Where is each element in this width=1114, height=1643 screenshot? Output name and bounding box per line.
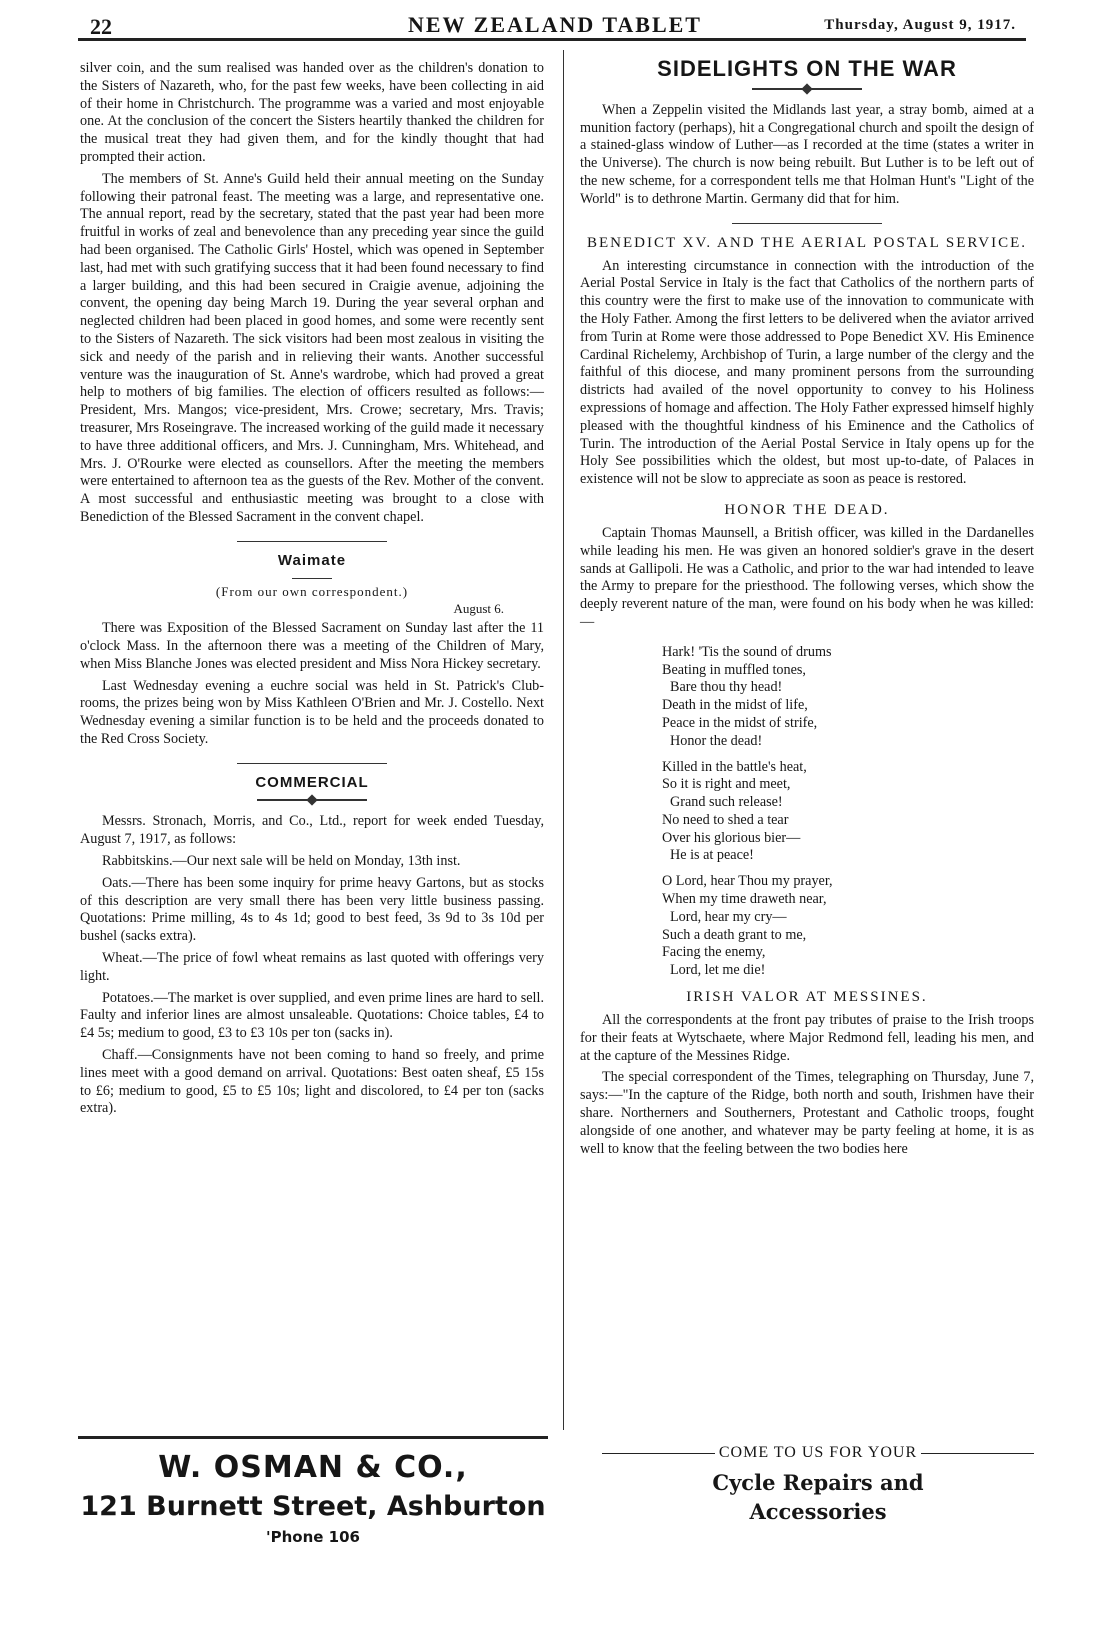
section-divider: [237, 763, 387, 764]
sidelights-heading: SIDELIGHTS ON THE WAR: [657, 56, 957, 81]
poem-line: Hark! 'Tis the sound of drums: [662, 643, 832, 660]
honor-paragraph: Captain Thomas Maunsell, a British officer, was killed in the Dardanelles while leading his men. He was given an honored soldier's grave in the desert sands at Gallipoli. He was a Catholic, and prior to the war had intended to leave the Army to prepare for the priesthood. The following verses, which show the deeply reverent nature of the man, were found on his body when he was killed:—: [580, 524, 1034, 630]
commercial-heading: COMMERCIAL: [255, 773, 369, 791]
commercial-paragraph: Rabbitskins.—Our next sale will be held on Monday, 13th inst.: [102, 853, 461, 870]
poem-line: When my time draweth near,: [662, 891, 827, 908]
page-header: [78, 12, 1026, 41]
honor-heading: HONOR THE DEAD.: [724, 501, 890, 518]
advert-phone: 'Phone 106: [266, 1528, 360, 1546]
dash-rule: [921, 1453, 1034, 1454]
poem-line: Bare thou thy head!: [670, 679, 783, 696]
waimate-paragraph: There was Exposition of the Blessed Sacrament on Sunday last after the 11 o'clock Mass. In the afternoon there was a meeting of the Children of Mary, when Miss Blanche Jones was elected president and Miss Nora Hickey secretary.: [80, 620, 544, 672]
poem-stanza: [662, 873, 1034, 980]
poem-line: No need to shed a tear: [662, 811, 789, 828]
waimate-dateline: August 6.: [453, 601, 504, 617]
poem-line: O Lord, hear Thou my prayer,: [662, 873, 833, 890]
poem-line: Such a death grant to me,: [662, 926, 807, 943]
intro-paragraph: silver coin, and the sum realised was handed over as the children's donation to the Sisters of Nazareth, who, for the past few weeks, have been collecting in aid of their home in Christchurch. The programme was a varied and most enjoyable one. At the conclusion of the concert the Sisters heartily thanked the children for the musical treat they had given them, and for the kindly thought that had prompted their action.: [80, 60, 544, 165]
left-column: [80, 60, 544, 1122]
advert-address: 121 Burnett Street, Ashburton: [80, 1491, 546, 1522]
poem-line: Honor the dead!: [670, 732, 763, 749]
benedict-paragraph: An interesting circumstance in connection with the introduction of the Aerial Postal Service in Italy is the fact that Catholics of the northern parts of this country were the first to make use of the innovation to communicate with the Holy Father. Among the first letters to be delivered when the aviator arrived from Turin at Rome were those addressed to Pope Benedict XV. His Eminence Cardinal Richelemy, Archbishop of Turin, a large number of the clergy and the faithful of this diocese, and many prominent persons from the surrounding districts had availed of the novel opportunity to convey to his Holiness expressions of homage and affection. The Holy Father expressed himself highly pleased with the thoughtful kindness of his Eminence and the Catholics of Turin. The introduction of the Aerial Postal Service in Italy opens up for the Holy See possibilities which the oldest, but most up-to-date, of Palaces in existence will not be slow to appreciate as soon as peace is restored.: [580, 257, 1034, 488]
poem-line: Grand such release!: [670, 794, 783, 811]
poem-line: Over his glorious bier—: [662, 829, 801, 846]
advert-lead-text: COME TO US FOR YOUR: [718, 1444, 918, 1461]
poem-line: Killed in the battle's heat,: [662, 758, 807, 775]
poem-stanza: [662, 759, 1034, 866]
poem-line: Lord, let me die!: [670, 962, 766, 979]
column-rule: [563, 50, 564, 1430]
advert-lead: [598, 1444, 1038, 1462]
poem-stanza: [662, 644, 1034, 751]
section-divider: [732, 223, 882, 224]
diamond-divider: [257, 799, 367, 801]
waimate-paragraph: Last Wednesday evening a euchre social was held in St. Patrick's Club-rooms, the prizes being won by Miss Kathleen O'Brien and Mr. J. Costello. Next Wednesday evening a similar function is to be held and the proceeds donated to the Red Cross Society.: [80, 677, 544, 747]
irish-paragraph: The special correspondent of the Times, telegraphing on Thursday, June 7, says:—"In the capture of the Ridge, both north and south, Irishmen have their share. Northerners and Southerners, Protestant and Catholic troops, fought alongside of one another, and whatever may be party feeling at home, it is as well to know that the feeling between the two bodies here: [580, 1069, 1034, 1157]
poem-line: Death in the midst of life,: [662, 697, 808, 714]
irish-heading: IRISH VALOR AT MESSINES.: [686, 989, 928, 1006]
advert-line: Cycle Repairs and: [712, 1470, 924, 1495]
advert-business-name: W. OSMAN & CO.,: [158, 1450, 468, 1485]
newspaper-title: NEW ZEALAND TABLET: [408, 12, 702, 37]
zeppelin-paragraph: When a Zeppelin visited the Midlands last year, a stray bomb, aimed at a munition factory (perhaps), hit a Congregational church and spoilt the design of a stained-glass window of Luther—as I recorded at the time (states a writer in the Universe). The church is now being rebuilt. But Luther is to be left out of the new scheme, for a correspondent tells me that Holman Hunt's "Light of the World" is to dethrone Martin. Germany did that for him.: [580, 101, 1034, 207]
right-column: [580, 56, 1034, 1162]
advert-rule: [78, 1436, 548, 1439]
issue-date: Thursday, August 9, 1917.: [824, 17, 1016, 33]
irish-paragraph: All the correspondents at the front pay tributes of praise to the Irish troops for their feats at Wytschaete, where Major Redmond fell, leading his men, and at the capture of the Messines Ridge.: [580, 1012, 1034, 1064]
poem-line: So it is right and meet,: [662, 776, 791, 793]
commercial-paragraph: Wheat.—The price of fowl wheat remains as last quoted with offerings very light.: [80, 950, 544, 984]
commercial-paragraph: Chaff.—Consignments have not been coming to hand so freely, and prime lines meet with a good demand on arrival. Quotations: Best oaten sheaf, £5 15s to £6; medium to good, £5 to £5 10s; light and discolored, to £4 per ton (sacks extra).: [80, 1047, 544, 1117]
short-divider: [292, 578, 332, 579]
poem-line: Beating in muffled tones,: [662, 661, 806, 678]
section-divider: [237, 541, 387, 542]
waimate-byline: (From our own correspondent.): [215, 583, 409, 599]
poem-line: Peace in the midst of strife,: [662, 714, 818, 731]
poem-line: Lord, hear my cry—: [670, 908, 787, 925]
osman-advert: [78, 1450, 548, 1546]
commercial-paragraph: Potatoes.—The market is over supplied, and even prime lines are hard to sell. Faulty and inferior lines are almost unsaleable. Quotations: Choice tables, £4 to £4 5s; medium to good, £3 to £3 10s per ton (sacks in).: [80, 989, 544, 1042]
benedict-heading: BENEDICT XV. AND THE AERIAL POSTAL SERVICE.: [586, 234, 1027, 251]
poem: [662, 644, 1034, 980]
commercial-paragraph: Oats.—There has been some inquiry for prime heavy Gartons, but as stocks of this description are very small there has been very little business passing. Quotations: Prime milling, 4s to 4s 1d; good to best feed, 3s 9d to 3s 10d per bushel (sacks extra).: [80, 874, 544, 945]
page-number: 22: [90, 14, 112, 39]
cycle-advert: [598, 1444, 1038, 1524]
guild-paragraph: The members of St. Anne's Guild held their annual meeting on the Sunday following their patronal feast. The meeting was a large, and representative one. The annual report, read by the secretary, stated that the past year had been more fruitful in works of zeal and benevolence than any preceding year since the guild had been organised. The Catholic Girls' Hostel, which was opened in September last, had met with such gratifying success that it had been found necessary to find a larger building, and this had been secured in Craigie avenue, adjoining the convent, the opening day being March 19. During the year several orphan and neglected children had been placed in good homes, and some were recently sent to the Sisters of Nazareth. The sick visitors had been most zealous in visiting the sick and needy of the parish and in relieving their wants. Another successful venture was the inauguration of St. Anne's wardrobe, which had proved a great help to mothers of big families. The election of officers resulted as follows:—President, Mrs. Mangos; vice-president, Mrs. Crowe; secretary, Mrs. Travis; treasurer, Mrs Roseingrave. The increased working of the guild made it necessary to have three additional officers, and Mrs. J. Cunningham, Mrs. Whitehead, and Mrs. J. O'Rourke were elected as counsellors. After the meeting the members were entertained to afternoon tea as the guests of the Rev. Mother of the convent. A most successful and enthusiastic meeting was brought to a close with Benediction of the Blessed Sacrament in the convent chapel.: [80, 170, 544, 525]
dash-rule: [602, 1453, 715, 1454]
poem-line: Facing the enemy,: [662, 944, 766, 961]
diamond-divider: [752, 88, 862, 90]
commercial-paragraph: Messrs. Stronach, Morris, and Co., Ltd., report for week ended Tuesday, August 7, 1917, as follows:: [80, 813, 544, 848]
poem-line: He is at peace!: [670, 847, 754, 864]
waimate-heading: Waimate: [277, 551, 347, 569]
advert-line: Accessories: [749, 1499, 887, 1524]
